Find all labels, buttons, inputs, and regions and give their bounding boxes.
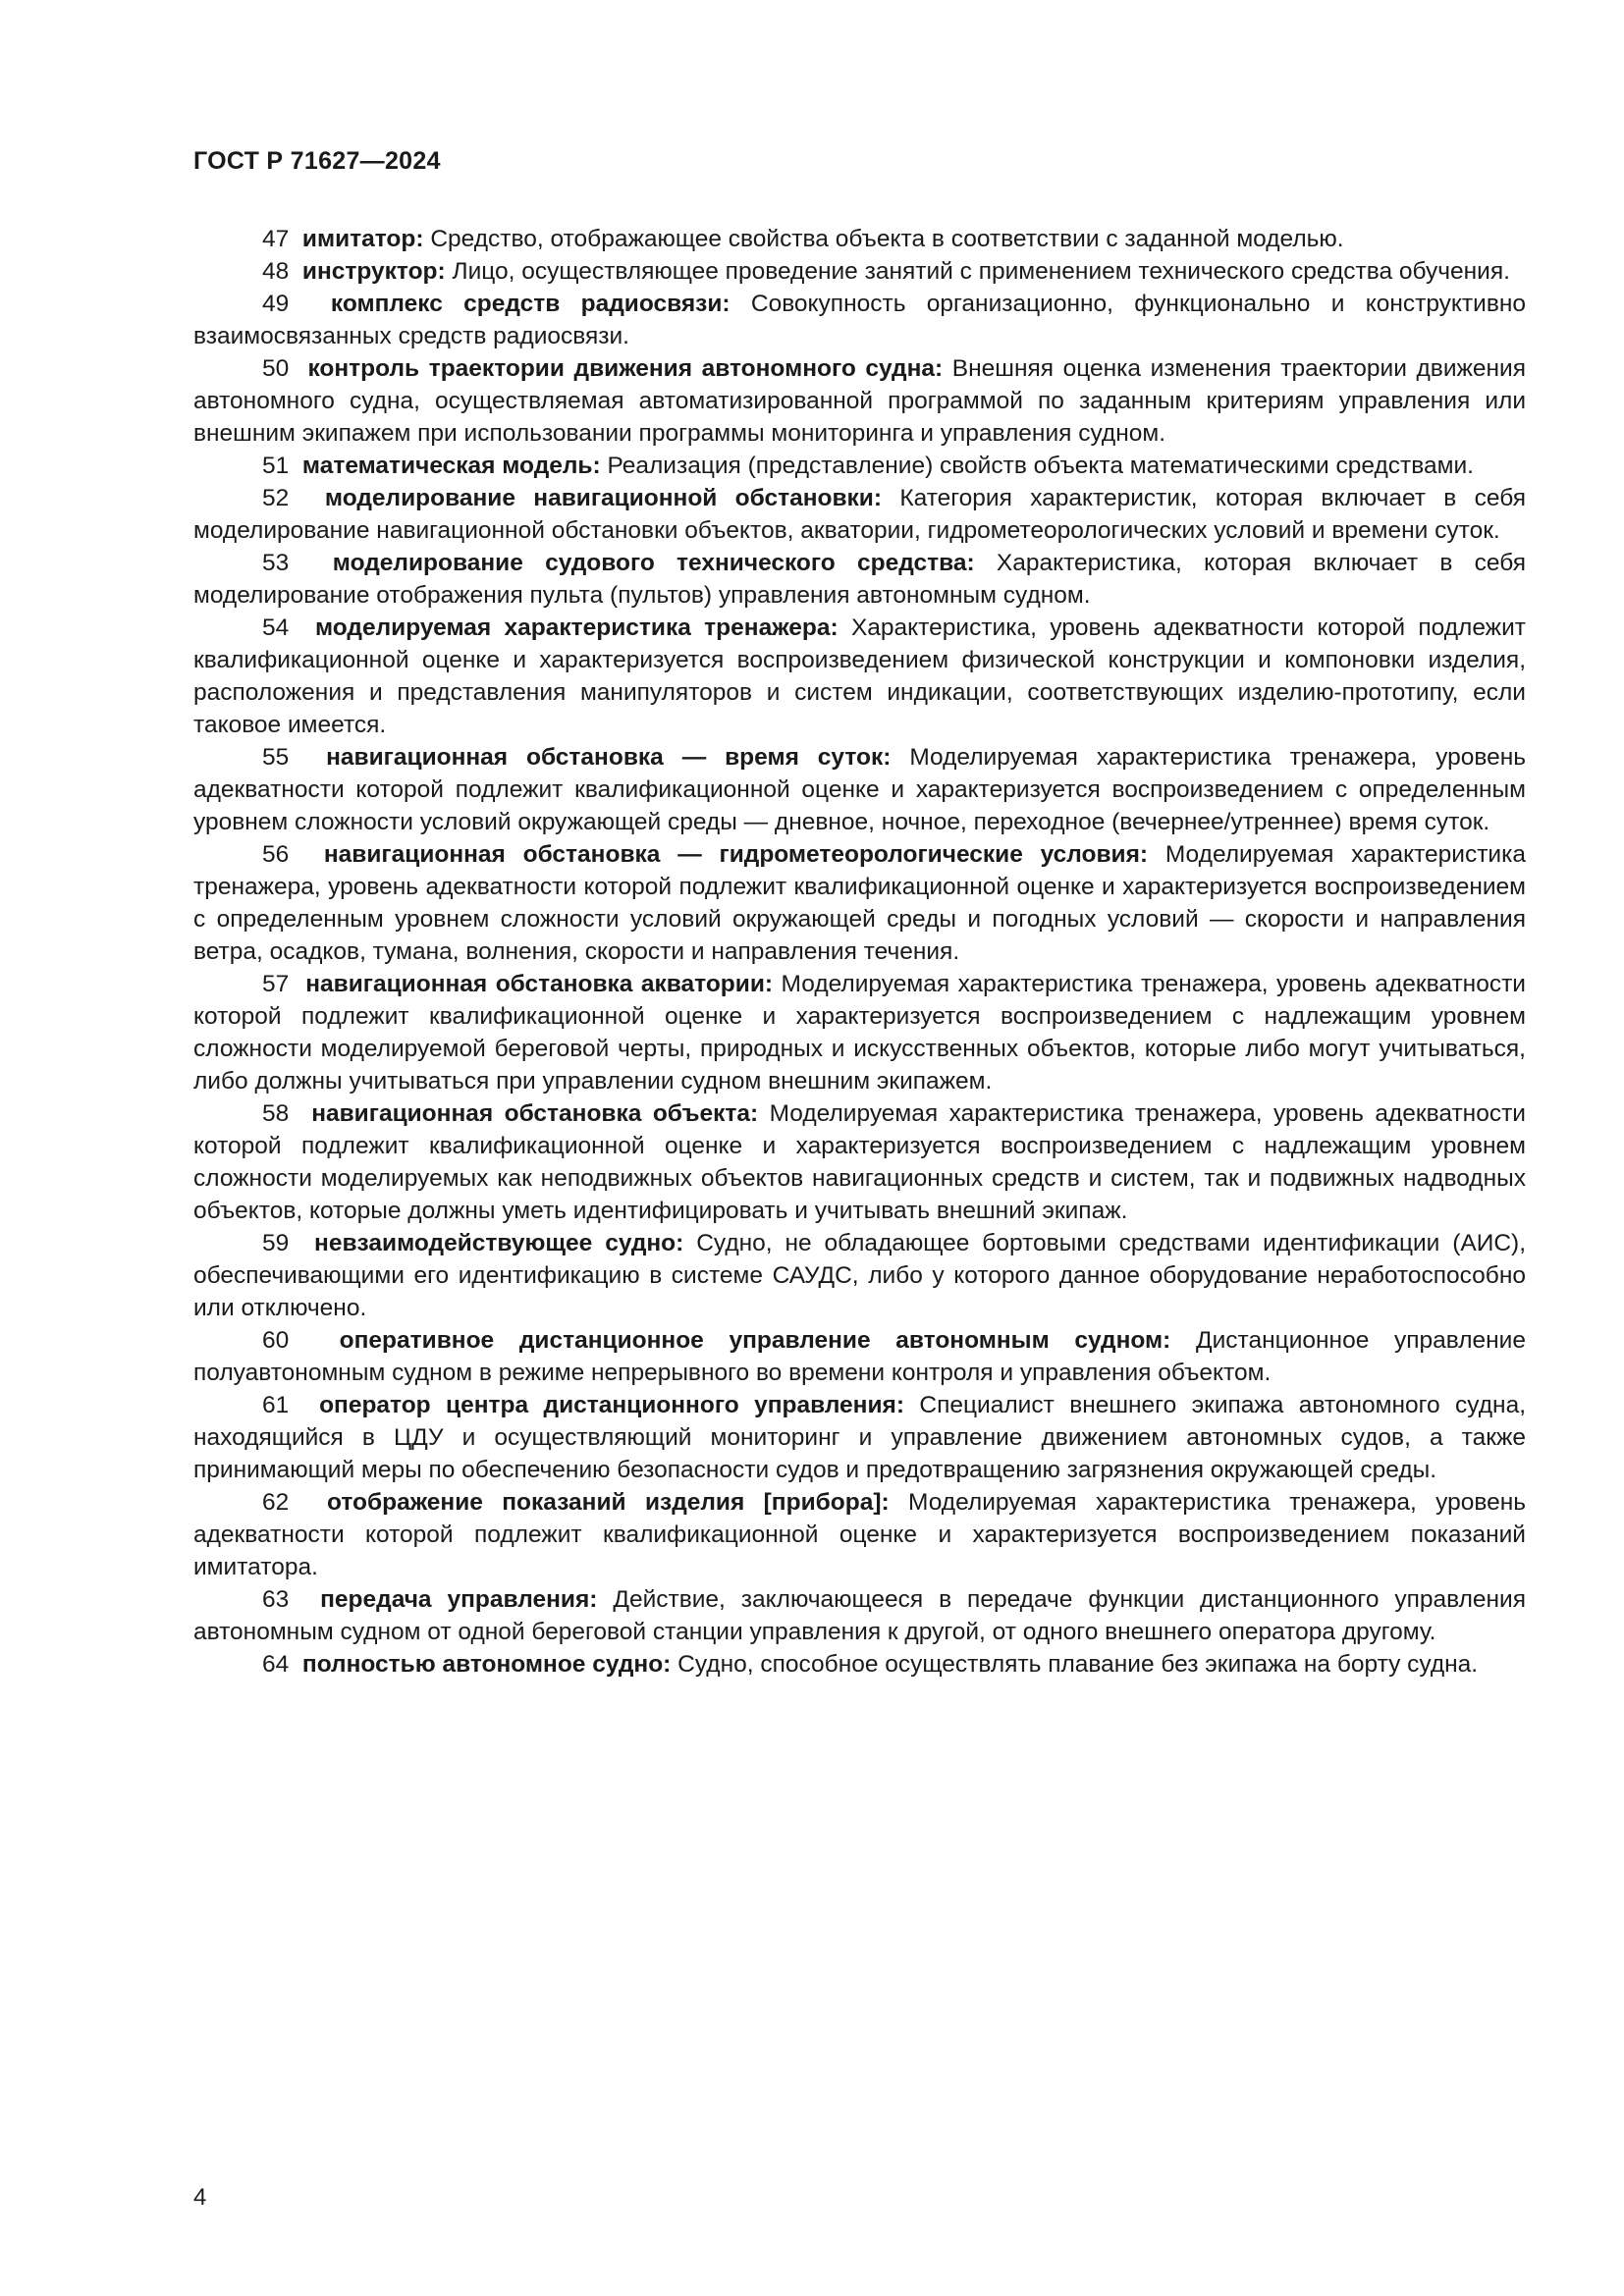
term-entry-60 [193,1324,1526,1389]
term-entry-47 [193,223,1526,255]
term-definition: Лицо, осуществляющее проведение занятий с применением технического средства обучения. [452,258,1510,285]
term-number: 63 [262,1586,290,1613]
term-name: моделирование навигационной обстановки: [324,485,883,511]
term-definition: Моделируемая характеристика тренажера, уровень адекватности которой подлежит квалификационной оценке и характеризуется воспроизведением с надлежащим уровнем сложности моделируемой береговой черты, природных и искусственных объектов, которые либо могут учитываться, либо должны учитываться при управлении судном внешним экипажем. [193,971,1526,1095]
term-number: 54 [262,614,290,641]
term-definition: Моделируемая характеристика тренажера, уровень адекватности которой подлежит квалификационной оценке и характеризуется воспроизведением с определенным уровнем сложности условий окружающей среды и погодных условий — скорости и направления ветра, осадков, тумана, волнения, скорости и направления течения. [193,841,1526,965]
term-number: 53 [262,550,290,576]
term-number: 55 [262,744,290,771]
term-entry-59 [193,1227,1526,1324]
term-number: 57 [262,971,290,997]
term-number: 49 [262,291,290,317]
term-name: математическая модель: [301,453,601,479]
term-name: контроль траектории движения автономного судна: [307,355,944,382]
term-entry-48 [193,255,1526,288]
terms-list [193,223,1526,1681]
term-definition: Моделируемая характеристика тренажера, уровень адекватности которой подлежит квалификационной оценке и характеризуется воспроизведением показаний имитатора. [193,1489,1527,1580]
term-name: навигационная обстановка акватории: [305,971,774,997]
term-name: комплекс средств радиосвязи: [330,291,731,317]
term-entry-58 [193,1097,1526,1227]
term-entry-51 [193,450,1526,482]
term-definition: Специалист внешнего экипажа автономного судна, находящийся в ЦДУ и осуществляющий мониторинг и управление движением автономных судов, а также принимающий меры по обеспечению безопасности судов и предотвращению загрязнения окружающей среды. [193,1392,1526,1483]
term-entry-54 [193,612,1526,741]
term-entry-50 [193,352,1526,450]
term-name: оперативное дистанционное управление автономным судном: [339,1327,1171,1354]
term-definition: Судно, способное осуществлять плавание без экипажа на борту судна. [677,1651,1479,1678]
term-number: 48 [262,258,290,285]
term-name: передача управления: [320,1586,598,1613]
term-entry-57 [193,968,1526,1097]
term-definition: Внешняя оценка изменения траектории движения автономного судна, осуществляемая автоматизированной программой по заданным критериям управления или внешним экипажем при использовании программы мониторинга и управления судном. [193,355,1527,447]
term-definition: Реализация (представление) свойств объекта математическими средствами. [607,453,1474,479]
term-entry-52 [193,482,1526,547]
document-code: ГОСТ Р 71627—2024 [193,147,441,175]
term-number: 58 [262,1100,290,1127]
term-definition: Средство, отображающее свойства объекта в соответствии с заданной моделью. [430,226,1344,252]
term-definition: Моделируемая характеристика тренажера, уровень адекватности которой подлежит квалификационной оценке и характеризуется воспроизведением с надлежащим уровнем сложности моделируемых как неподвижных объектов навигационных средств и систем, так и подвижных надводных объектов, которые должны уметь идентифицировать и учитывать внешний экипаж. [193,1100,1526,1224]
term-number: 50 [262,355,290,382]
term-number: 59 [262,1230,290,1256]
term-name: оператор центра дистанционного управления: [319,1392,905,1418]
term-entry-64 [193,1648,1526,1681]
term-entry-49 [193,288,1526,352]
term-definition: Дистанционное управление полуавтономным судном в режиме непрерывного во времени контроля и управления объектом. [193,1327,1526,1386]
term-name: невзаимодействующее судно: [314,1230,684,1256]
term-definition: Действие, заключающееся в передаче функции дистанционного управления автономным судном от одной береговой станции управления к другой, от одного внешнего оператора другому. [193,1586,1526,1645]
term-number: 47 [262,226,290,252]
term-number: 60 [262,1327,290,1354]
term-definition: Совокупность организационно, функционально и конструктивно взаимосвязанных средств радиосвязи. [193,291,1527,349]
term-number: 56 [262,841,290,868]
term-number: 62 [262,1489,290,1516]
term-name: отображение показаний изделия [прибора]: [327,1489,890,1516]
term-name: имитатор: [301,226,424,252]
page-number: 4 [193,2184,207,2211]
term-definition: Моделируемая характеристика тренажера, уровень адекватности которой подлежит квалификационной оценке и характеризуется воспроизведением с определенным уровнем сложности условий окружающей среды — дневное, ночное, переходное (вечернее/утреннее) время суток. [193,744,1527,835]
term-name: навигационная обстановка — время суток: [326,744,892,771]
term-number: 64 [262,1651,290,1678]
term-entry-62 [193,1486,1526,1583]
term-definition: Категория характеристик, которая включает в себя моделирование навигационной обстановки объектов, акватории, гидрометеорологических условий и времени суток. [193,485,1527,544]
term-entry-61 [193,1389,1526,1486]
term-name: полностью автономное судно: [301,1651,672,1678]
term-name: моделирование судового технического средства: [332,550,975,576]
term-definition: Характеристика, уровень адекватности которой подлежит квалификационной оценке и характеризуется воспроизведением физической конструкции и компоновки изделия, расположения и представления манипуляторов и систем индикации, соответствующих изделию-прототипу, если таковое имеется. [193,614,1526,738]
term-name: инструктор: [301,258,446,285]
term-name: навигационная обстановка объекта: [311,1100,759,1127]
term-definition: Судно, не обладающее бортовыми средствами идентификации (АИС), обеспечивающими его идентификацию в системе САУДС, либо у которого данное оборудование неработоспособно или отключено. [193,1230,1526,1321]
term-entry-55 [193,741,1526,838]
term-entry-56 [193,838,1526,968]
term-entry-63 [193,1583,1526,1648]
term-name: навигационная обстановка — гидрометеорологические условия: [323,841,1149,868]
term-number: 61 [262,1392,290,1418]
term-entry-53 [193,547,1526,612]
term-number: 52 [262,485,290,511]
term-name: моделируемая характеристика тренажера: [314,614,839,641]
term-number: 51 [262,453,290,479]
term-definition: Характеристика, которая включает в себя моделирование отображения пульта (пультов) управления автономным судном. [193,550,1526,609]
